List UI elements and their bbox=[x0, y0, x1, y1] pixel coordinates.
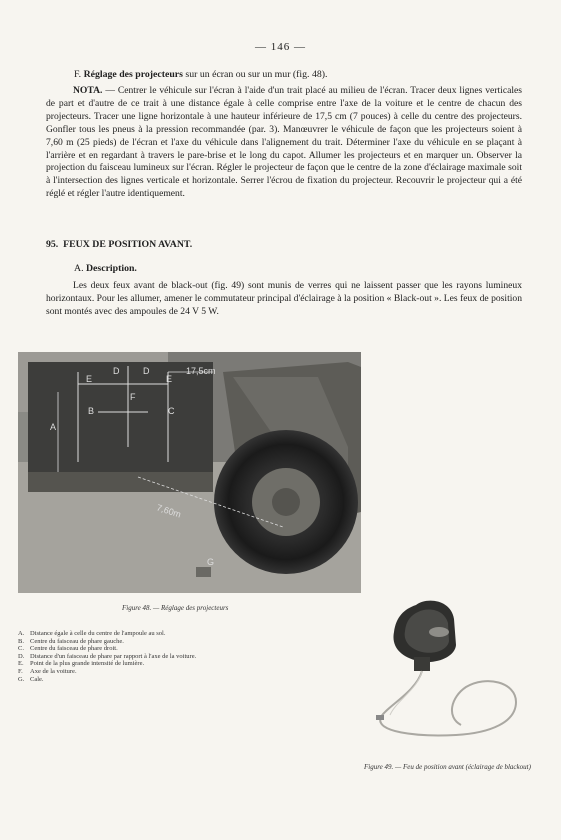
figure-49-photo bbox=[356, 597, 526, 744]
photo-label-dim-760: 7,60m bbox=[155, 502, 183, 520]
section-a-label: A. bbox=[74, 263, 84, 274]
legend-item: G. Cale. bbox=[18, 675, 44, 683]
photo-label-g: G bbox=[207, 557, 215, 567]
legend-item: B. Centre du faisceau de phare gauche. bbox=[18, 637, 124, 645]
section-95-number: 95. bbox=[46, 239, 59, 250]
section-a-title: Description. bbox=[85, 263, 137, 274]
figure-48-legend bbox=[18, 630, 338, 683]
photo-label-c: C bbox=[168, 406, 175, 416]
section-95-heading bbox=[46, 239, 192, 250]
section-f-heading bbox=[74, 69, 327, 80]
page-number: — 146 — bbox=[255, 41, 306, 53]
section-a-heading bbox=[74, 263, 137, 274]
photo-label-e: E bbox=[86, 374, 93, 384]
figure-48-caption: Figure 48. — Réglage des projecteurs bbox=[122, 604, 229, 612]
description-text: Les deux feux avant de black-out (fig. 49) sont munis de verres qui ne laissent passer que les rayons lumineux horizontaux. Pour les allumer, amener le commutateur principal d'éclairage à la position « Black-out ». Les feux de position sont montés avec des ampoules de 24 V 5 W. bbox=[46, 280, 522, 317]
section-f-rest: sur un écran ou sur un mur (fig. 48). bbox=[182, 69, 328, 80]
legend-item: C. Centre du faisceau de phare droit. bbox=[18, 645, 118, 653]
section-95-title: FEUX DE POSITION AVANT. bbox=[63, 239, 193, 250]
photo-label-f: F bbox=[130, 392, 136, 402]
nota-text: — Centrer le véhicule sur l'écran à l'aide d'un trait placé au milieu de l'écran. Tracer deux lignes verticales de part et d'autre de ce trait à une distance égale à celle comprise entre l'axe de la voiture et le centre de chacun des projecteurs. Tracer une ligne horizontale à une hauteur inférieure de 17,5 cm (7 pouces) à celle du centre des projecteurs. Gonfler tous les pneus à la pression recommandée (par. 3). Manœuvrer le véhicule de façon que les projecteurs soient à 7,60 m (25 pieds) de l'écran et l'axe du véhicule dans l'alignement du trait. Déterminer l'axe du véhicule en se plaçant à l'arrière et en regardant à travers le pare-brise et le long du capot. Allumer les projecteurs et en marquer un. Observer la projection du faisceau lumineux sur l'écran. Régler le projecteur de façon que le centre de la zone d'éclairage maximale soit à l'intersection des lignes verticale et horizontale. Serrer l'écrou de fixation du projecteur. Recouvrir le projecteur qui a été réglé et régler l'autre identiquement. bbox=[46, 85, 522, 200]
legend-item: E. Point de la plus grande intensité de lumière. bbox=[18, 660, 145, 668]
photo-label-a: A bbox=[50, 422, 57, 432]
photo-label-d: D bbox=[113, 366, 120, 376]
section-f-label: F. bbox=[74, 69, 82, 80]
nota-paragraph bbox=[46, 85, 522, 201]
figure-48-photo bbox=[18, 352, 361, 593]
description-paragraph bbox=[46, 280, 522, 319]
section-f-title: Réglage des projecteurs bbox=[83, 69, 183, 80]
legend-item: A. Distance égale à celle du centre de l'ampoule au sol. bbox=[18, 630, 166, 637]
legend-item: F. Axe de la voiture. bbox=[18, 667, 77, 675]
figure-49-caption: Figure 49. — Feu de position avant (éclairage de blackout) bbox=[364, 763, 531, 771]
photo-label-dim-175: 17,5cm bbox=[186, 366, 216, 376]
photo-label-b: B bbox=[88, 406, 95, 416]
legend-item: D. Distance d'un faisceau de phare par rapport à l'axe de la voiture. bbox=[18, 652, 197, 660]
photo-label-d2: D bbox=[143, 366, 150, 376]
photo-label-e2: E bbox=[166, 374, 173, 384]
nota-label: NOTA. bbox=[73, 85, 103, 96]
